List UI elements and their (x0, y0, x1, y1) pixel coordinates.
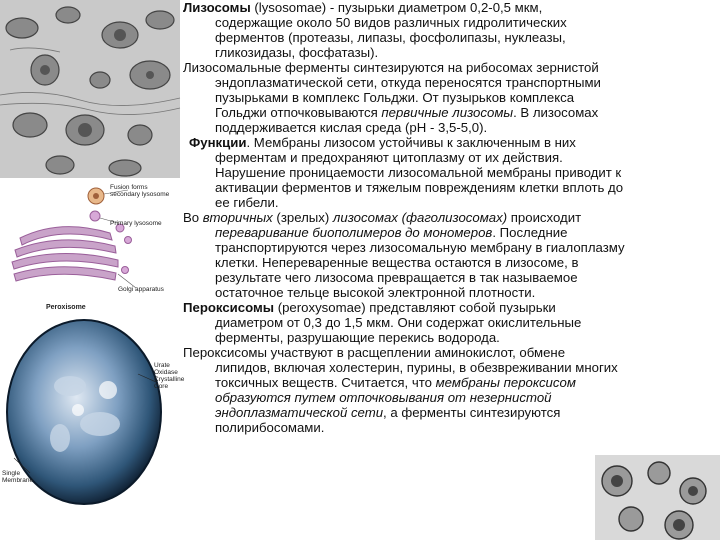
main-text (183, 0, 713, 435)
label-urate-core: Urate Oxidase Crystalline Core (154, 362, 185, 390)
electron-micrograph-vesicles (595, 455, 720, 540)
electron-micrograph-lysosomes (0, 0, 180, 178)
paragraph-lysosomal-enzymes: Лизосомальные ферменты синтезируются на рибосомах зернистой эндоплазматической сети, откуда переносятся транспортными пузырьками в комплекс Гольджи. От пузырьков комплекса Гольджи отпочковываются первичные лизосомы. В лизосомах поддерживается кислая среда (рН - 3,5-5,0). (183, 60, 601, 135)
term-functions: Функции (189, 135, 247, 150)
term-lysosomes: Лизосомы (183, 0, 251, 15)
label-golgi-apparatus: Golgi apparatus (118, 286, 164, 293)
label-primary-lysosome: Primary lysosome (110, 220, 162, 227)
paragraph-lysosomes: Лизосомы (lysosomae) - пузырьки диаметром 0,2-0,5 мкм, содержащие около 50 видов различных гидролитических ферментов (протеазы, липазы, фосфолипазы, нуклеазы, гликозидазы, фосфатазы). (183, 0, 567, 60)
golgi-lysosome-diagram (0, 178, 180, 298)
label-single-membrane: Single Membrane (2, 470, 34, 484)
paragraph-functions: Функции. Мембраны лизосом устойчивы к заключенным в них ферментам и предохраняют цитоплазму от их действия. Нарушение проницаемости лизосомальной мембраны приводит к активации ферментов и тяжелым повреждениям клетки вплоть до ее гибели. (189, 135, 624, 210)
peroxisome-micrograph (0, 298, 185, 540)
label-fusion: Fusion forms secondary lysosome (110, 184, 170, 198)
peroxisome-title: Peroxisome (46, 304, 86, 311)
paragraph-peroxisomes: Пероксисомы (peroxysomae) представляют собой пузырьки диаметром от 0,3 до 1,5 мкм. Они содержат окислительные ферменты, разрушающие перекись водорода. (183, 300, 582, 345)
paragraph-secondary-lysosomes: Во вторичных (зрелых) лизосомах (фаголизосомах) происходит переваривание биополимеров до мономеров. Последние транспортируются через лизосомальную мембрану в гиалоплазму клетки. Непереваренные вещества остаются в лизосоме, в результате чего лизосома превращается в так называемое остаточное тельце высокой электронной плотности. (183, 210, 625, 300)
term-peroxisomes: Пероксисомы (183, 300, 275, 315)
paragraph-peroxisome-functions: Пероксисомы участвуют в расщеплении аминокислот, обмене липидов, включая холестерин, пурины, в обезвреживании многих токсичных веществ. Считается, что мембраны пероксисом образуются путем отпочковывания от незернистой эндоплазматической сети, а ферменты синтезируются полирибосомами. (183, 345, 618, 435)
